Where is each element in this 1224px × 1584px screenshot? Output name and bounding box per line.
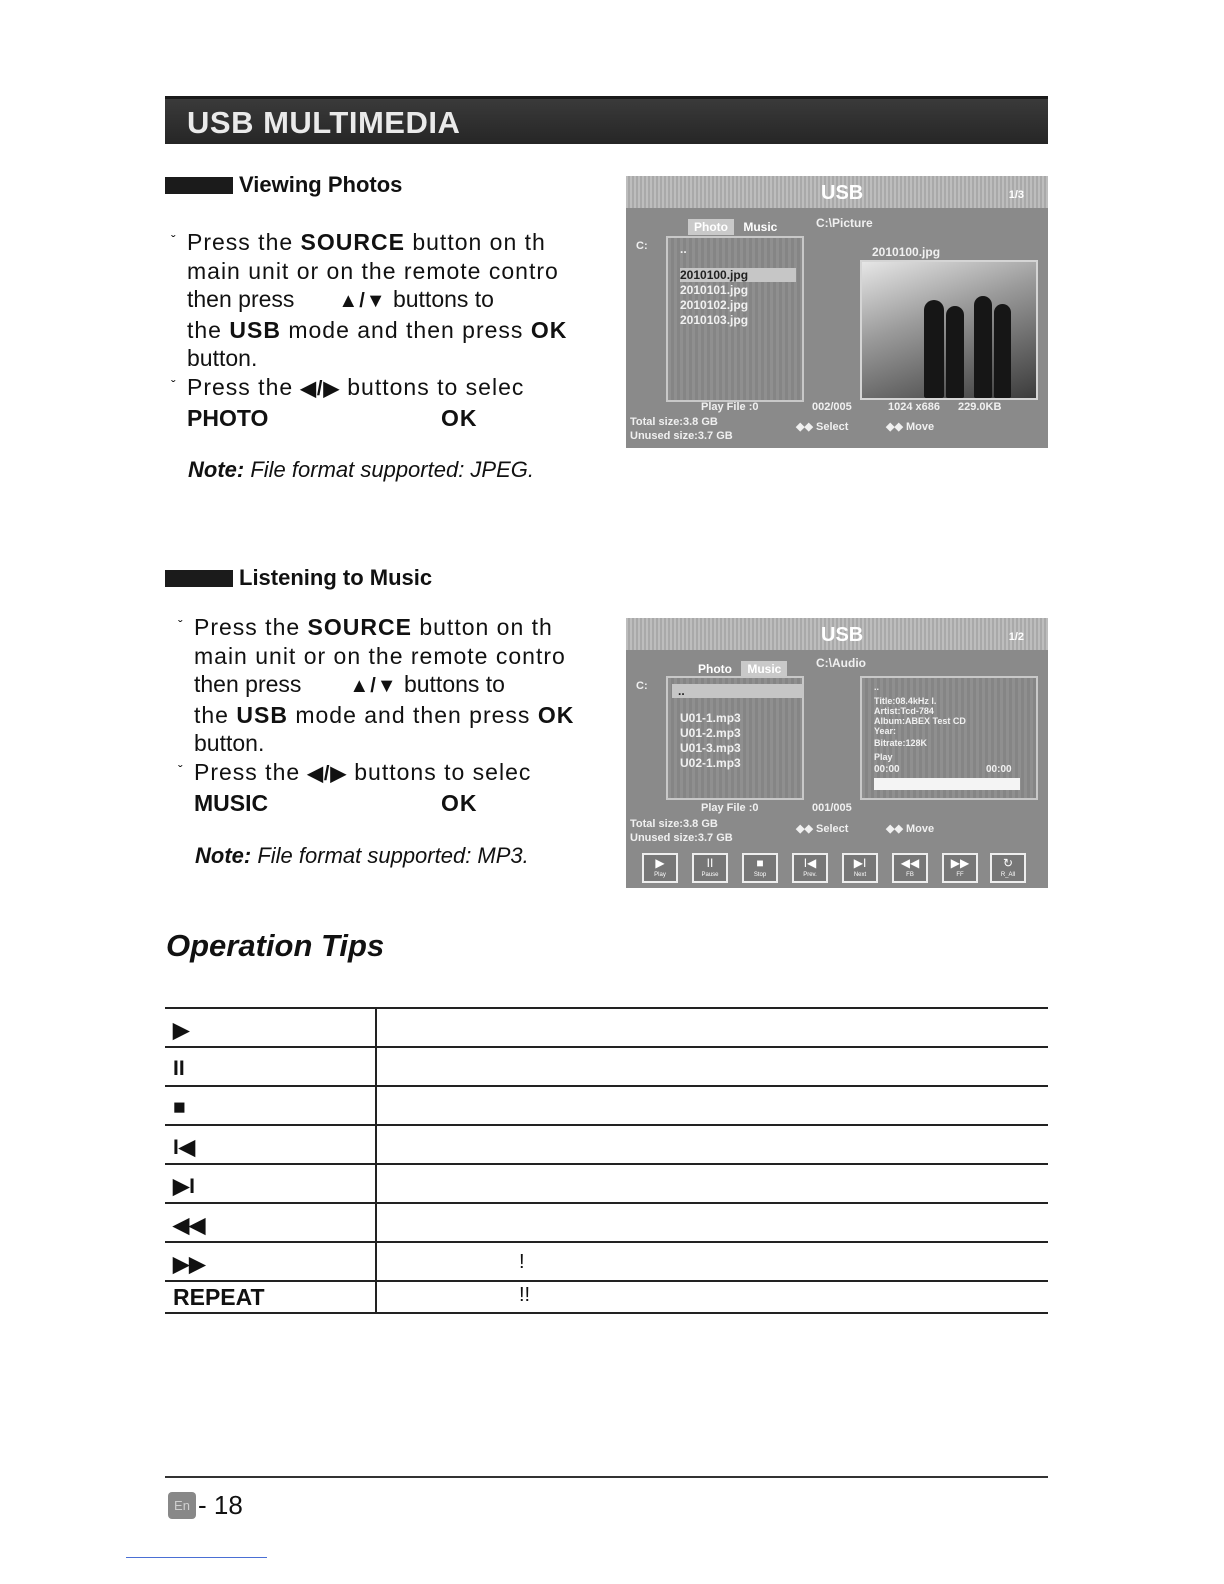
tab-photo[interactable]: Photo (688, 219, 734, 235)
fast-forward-button[interactable]: ▶▶ FF (942, 853, 978, 883)
play-icon: ▶ (173, 1019, 190, 1042)
table-row (165, 1087, 1048, 1126)
music-note: Note: File format supported: MP3. (195, 843, 529, 868)
stop-icon: ■ (173, 1096, 186, 1119)
next-icon: ▶I (853, 856, 867, 870)
select-hint-icon: ◆◆ (796, 823, 816, 835)
tab-photo[interactable]: Photo (698, 662, 732, 676)
pause-icon: II (706, 856, 714, 870)
previous-icon: I◀ (173, 1136, 195, 1159)
repeat-label: REPEAT (173, 1284, 265, 1310)
table-row (165, 1009, 1048, 1048)
progress-bar[interactable] (874, 778, 1020, 790)
move-hint: Move (905, 823, 935, 835)
track-title: Title:08.4kHz I. (874, 696, 937, 706)
tab-music[interactable]: Music (741, 661, 787, 677)
file-item[interactable]: .. (680, 242, 687, 256)
move-hint-icon: ◆◆ (886, 421, 906, 433)
file-index: 002/005 (812, 401, 852, 413)
file-item[interactable]: U02-1.mp3 (680, 756, 741, 770)
page-number: - 18 (198, 1490, 243, 1520)
photos-heading-text: Viewing Photos (239, 172, 403, 197)
fast-backward-button[interactable]: ◀◀ FB (892, 853, 928, 883)
usb-music-screen (626, 618, 1048, 888)
track-album: Album:ABEX Test CD (874, 716, 966, 726)
music-heading (165, 565, 432, 591)
file-item[interactable]: 2010103.jpg (680, 313, 749, 327)
photo-preview (860, 260, 1038, 400)
screen-title: USB (821, 182, 864, 204)
select-hint: Select (815, 823, 849, 835)
unused-size: Unused size:3.7 GB (630, 832, 733, 844)
repeat-icon: ↻ (1002, 856, 1014, 870)
section-title: USB MULTIMEDIA (187, 105, 461, 140)
previous-button[interactable]: I◀ Prev. (792, 853, 828, 883)
file-list (666, 676, 804, 800)
fast-forward-icon: ▶▶ (173, 1253, 206, 1276)
table-row: ▶▶ ! (165, 1243, 1048, 1282)
music-info-panel: .. Title:08.4kHz I. Artist:Tcd-784 Album:ABEX Test CD Year: Bitrate:128K Play 00:00 00:00 (860, 676, 1038, 800)
repeat-all-button[interactable]: ↻ R_All (990, 853, 1026, 883)
play-file-count: Play File :0 (701, 802, 759, 814)
time-elapsed: 00:00 (874, 764, 900, 775)
stop-button[interactable]: ■ Stop (742, 853, 778, 883)
image-size: 229.0KB (958, 401, 1002, 413)
page-indicator: 1/2 (1008, 631, 1024, 643)
next-button[interactable]: ▶I Next (842, 853, 878, 883)
usb-photo-screen (626, 176, 1048, 448)
select-hint: Select (815, 421, 849, 433)
select-hint-icon: ◆◆ (796, 421, 816, 433)
file-item[interactable]: U01-2.mp3 (680, 726, 741, 740)
play-file-count: Play File :0 (701, 401, 759, 413)
unused-size: Unused size:3.7 GB (630, 430, 733, 442)
page-indicator: 1/3 (1008, 189, 1024, 201)
drive-label: C: (636, 680, 648, 692)
operation-tips-heading: Operation Tips (166, 928, 385, 963)
pause-button[interactable]: II Pause (692, 853, 728, 883)
tab-music[interactable]: Music (743, 220, 778, 234)
music-instructions: ˇ Press the SOURCE button on th main unit or on the remote contro then press ▲/▼ buttons to the USB mode and then press OK button. ˇ Press the ◀/▶ buttons to selec MUSIC OK (178, 614, 575, 816)
file-index: 001/005 (812, 802, 852, 814)
fast-forward-icon: ▶▶ (950, 856, 970, 870)
folder-path: C:\Picture (816, 216, 873, 230)
heading-bar (165, 177, 233, 194)
file-item[interactable]: 2010102.jpg (680, 298, 749, 312)
folder-path: C:\Audio (816, 656, 866, 670)
previous-icon: I◀ (803, 856, 817, 870)
heading-bar (165, 570, 233, 587)
play-status: Play (874, 752, 893, 762)
next-icon: ▶I (173, 1175, 195, 1198)
move-hint-icon: ◆◆ (886, 823, 906, 835)
image-resolution: 1024 x686 (888, 401, 940, 413)
file-list (666, 236, 804, 402)
photos-instructions: ˇ Press the SOURCE button on th main unit or on the remote contro then press ▲/▼ buttons to the USB mode and then press OK button. ˇ Press the ◀/▶ buttons to selec PHOTO OK (171, 229, 568, 431)
play-button[interactable]: ▶ Play (642, 853, 678, 883)
section-banner (165, 96, 1048, 144)
file-item[interactable]: U01-3.mp3 (680, 741, 741, 755)
track-year: Year: (874, 726, 897, 736)
move-hint: Move (905, 421, 935, 433)
language-badge: En (168, 1492, 196, 1519)
total-size: Total size:3.8 GB (630, 416, 718, 428)
fast-backward-icon: ◀◀ (900, 856, 920, 870)
pause-icon: II (173, 1057, 185, 1080)
music-heading-text: Listening to Music (239, 565, 433, 590)
file-item-selected[interactable]: .. (672, 684, 804, 698)
drive-label: C: (636, 240, 648, 252)
photos-note: Note: File format supported: JPEG. (188, 457, 534, 482)
table-row (165, 1165, 1048, 1204)
footer-rule (165, 1476, 1048, 1478)
blue-underline (126, 1557, 267, 1558)
table-row (165, 1126, 1048, 1165)
track-artist: Artist:Tcd-784 (874, 706, 934, 716)
file-item-selected[interactable]: 2010100.jpg (680, 268, 796, 282)
preview-filename: 2010100.jpg (872, 245, 941, 259)
time-total: 00:00 (986, 764, 1012, 775)
file-item[interactable]: 2010101.jpg (680, 283, 749, 297)
stop-icon: ■ (756, 856, 764, 870)
table-row (165, 1048, 1048, 1087)
track-bitrate: Bitrate:128K (874, 738, 928, 748)
total-size: Total size:3.8 GB (630, 818, 718, 830)
photos-heading (165, 172, 402, 198)
fast-backward-icon: ◀◀ (173, 1214, 206, 1237)
screen-title: USB (821, 624, 864, 646)
table-row: REPEAT !! (165, 1282, 1048, 1314)
file-item[interactable]: U01-1.mp3 (680, 711, 741, 725)
table-row (165, 1204, 1048, 1243)
play-icon: ▶ (655, 856, 665, 870)
